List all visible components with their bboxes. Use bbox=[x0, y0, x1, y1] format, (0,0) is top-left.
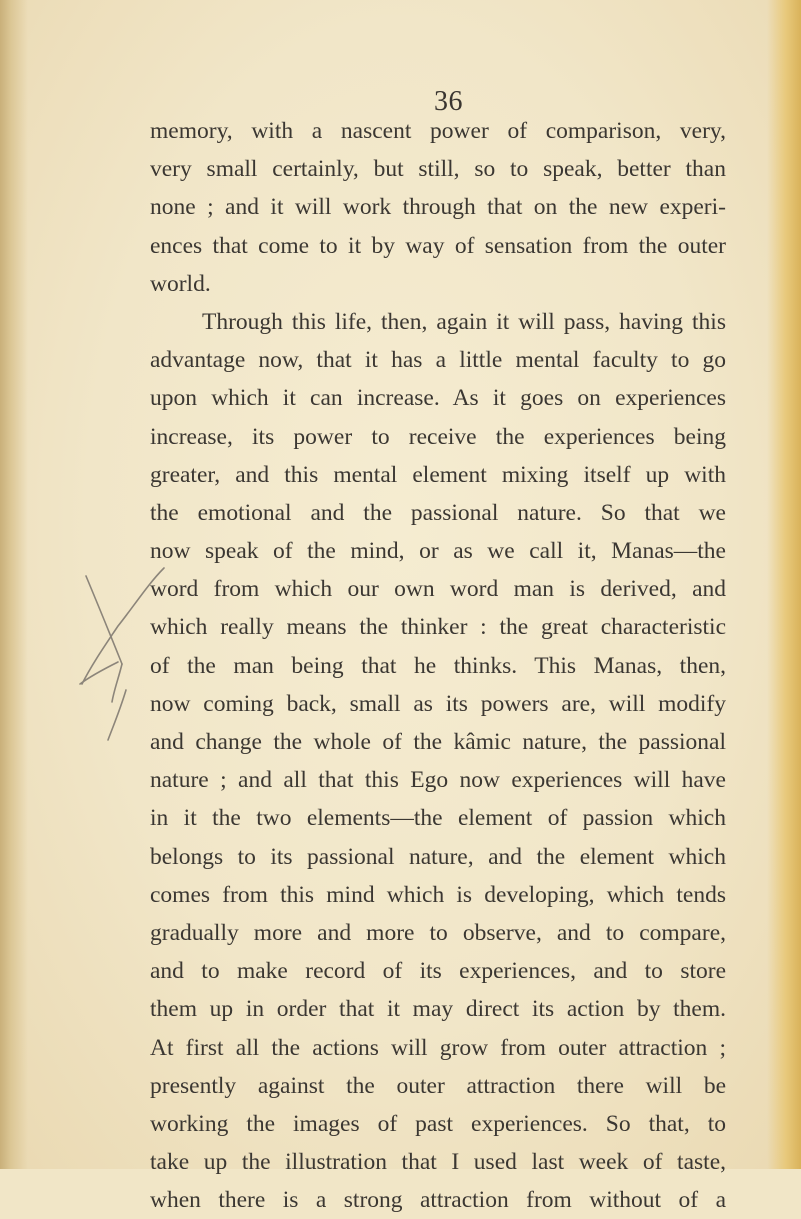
text-line: memory, with a nascent power of comparison, very, bbox=[150, 118, 726, 144]
page-edge-discoloration bbox=[767, 0, 801, 1169]
text-line: word from which our own word man is derived, and bbox=[150, 576, 726, 603]
page-gutter-shadow bbox=[0, 0, 28, 1169]
body-text bbox=[150, 112, 726, 1219]
text-line: of the man being that he thinks. This Manas, then, bbox=[150, 652, 726, 679]
text-line: gradually more and more to observe, and to compare, bbox=[150, 919, 726, 946]
text-line: world. bbox=[150, 270, 211, 297]
text-line: none ; and it will work through that on the new experi- bbox=[150, 194, 726, 221]
page-number: 36 bbox=[434, 86, 463, 117]
text-line: belongs to its passional nature, and the element which bbox=[150, 843, 726, 870]
text-line: comes from this mind which is developing, which tends bbox=[150, 881, 726, 908]
text-line: when there is a strong attraction from without of a bbox=[150, 1187, 726, 1214]
text-line: presently against the outer attraction there will be bbox=[150, 1072, 726, 1099]
text-line: increase, its power to receive the experiences being bbox=[150, 423, 726, 450]
text-line: now coming back, small as its powers are, will modify bbox=[150, 690, 726, 717]
text-line: them up in order that it may direct its action by them. bbox=[150, 996, 726, 1023]
text-line: and change the whole of the kâmic nature, the passional bbox=[150, 729, 726, 755]
text-line: upon which it can increase. As it goes on experiences bbox=[150, 385, 726, 412]
text-line: ences that come to it by way of sensation from the outer bbox=[150, 232, 726, 259]
text-line: the emotional and the passional nature. So that we bbox=[150, 499, 726, 526]
text-line: nature ; and all that this Ego now experiences will have bbox=[150, 767, 726, 794]
paragraph-start-line: Through this life, then, again it will pass, having this bbox=[202, 308, 726, 335]
text-line: now speak of the mind, or as we call it, Manas—the bbox=[150, 538, 726, 565]
text-line: advantage now, that it has a little mental faculty to go bbox=[150, 347, 726, 374]
text-line: very small certainly, but still, so to speak, better than bbox=[150, 156, 726, 183]
text-line: in it the two elements—the element of passion which bbox=[150, 805, 726, 832]
text-line: greater, and this mental element mixing itself up with bbox=[150, 461, 726, 488]
text-line: working the images of past experiences. So that, to bbox=[150, 1110, 726, 1137]
text-line: At first all the actions will grow from outer attraction ; bbox=[150, 1034, 726, 1061]
text-line: take up the illustration that I used last week of taste, bbox=[150, 1149, 726, 1176]
text-line: and to make record of its experiences, and to store bbox=[150, 958, 726, 985]
text-line: which really means the thinker : the great characteristic bbox=[150, 614, 726, 641]
